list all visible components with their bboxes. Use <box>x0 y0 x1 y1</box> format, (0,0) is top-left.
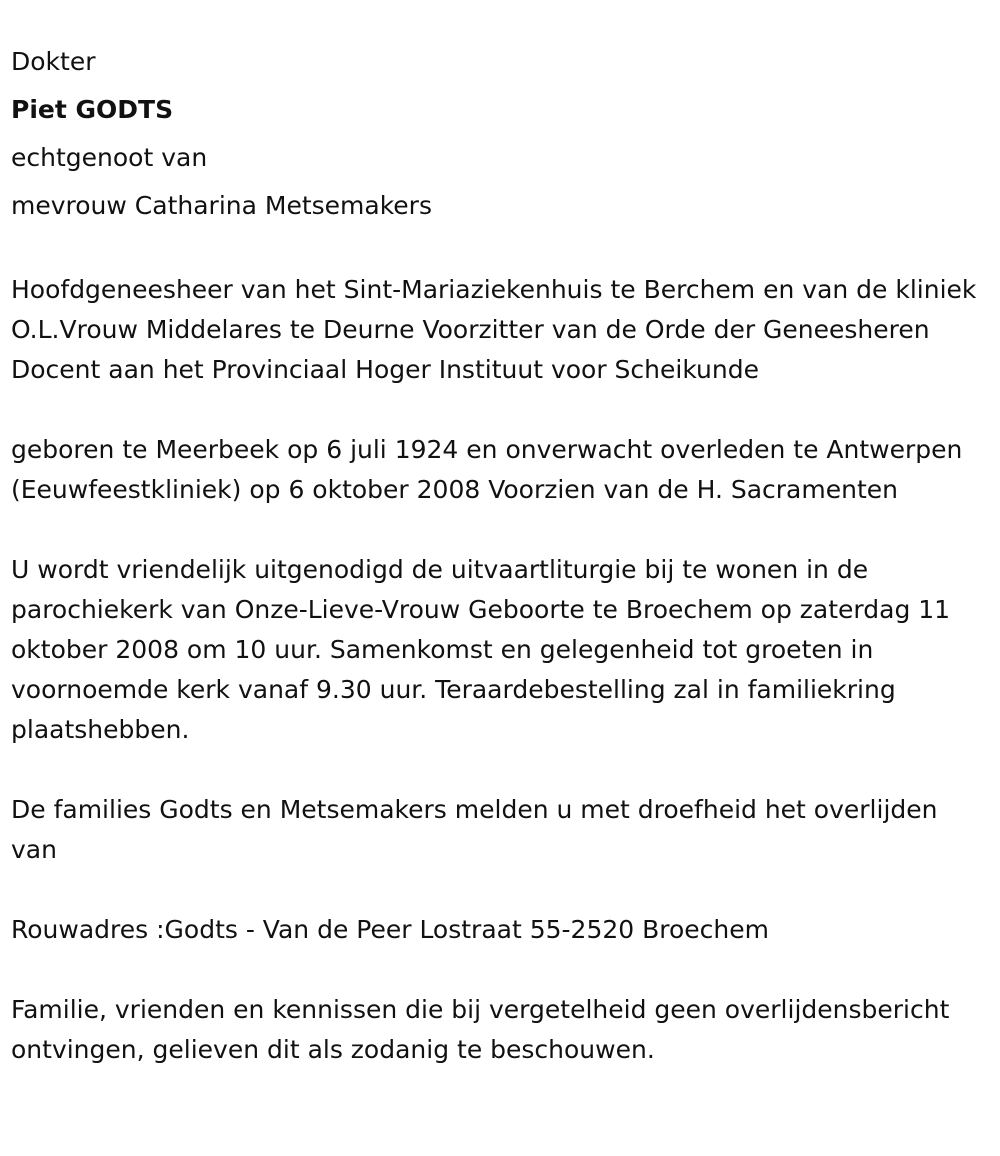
deceased-name: Piet GODTS <box>11 95 174 124</box>
funeral-paragraph: U wordt vriendelijk uitgenodigd de uitvaartliturgie bij te wonen in de parochiekerk van Onze-Lieve-Vrouw Geboorte te Broechem op zaterdag 11 oktober 2008 om 10 uur. Samenkomst en gelegenheid tot groeten in voornoemde kerk vanaf 9.30 uur. Teraardebestelling zal in familiekring plaatshebben. <box>11 555 951 744</box>
families-paragraph: De families Godts en Metsemakers melden u met droefheid het overlijden van <box>11 795 938 864</box>
title-prefix: Dokter <box>11 47 96 76</box>
birth-death-paragraph: geboren te Meerbeek op 6 juli 1924 en onverwacht overleden te Antwerpen (Eeuwfeestkliniek) op 6 oktober 2008 Voorzien van de H. Sacramenten <box>11 435 963 504</box>
notice-paragraph: Familie, vrienden en kennissen die bij vergetelheid geen overlijdensbericht ontvingen, gelieven dit als zodanig te beschouwen. <box>11 995 950 1064</box>
address-paragraph: Rouwadres :Godts - Van de Peer Lostraat 55-2520 Broechem <box>11 915 770 944</box>
functions-paragraph: Hoofdgeneesheer van het Sint-Mariaziekenhuis te Berchem en van de kliniek O.L.Vrouw Middelares te Deurne Voorzitter van de Orde der Geneesheren Docent aan het Provinciaal Hoger Instituut voor Scheikunde <box>11 275 977 384</box>
relation-text: echtgenoot van <box>11 143 208 172</box>
spouse-name: mevrouw Catharina Metsemakers <box>11 191 432 220</box>
